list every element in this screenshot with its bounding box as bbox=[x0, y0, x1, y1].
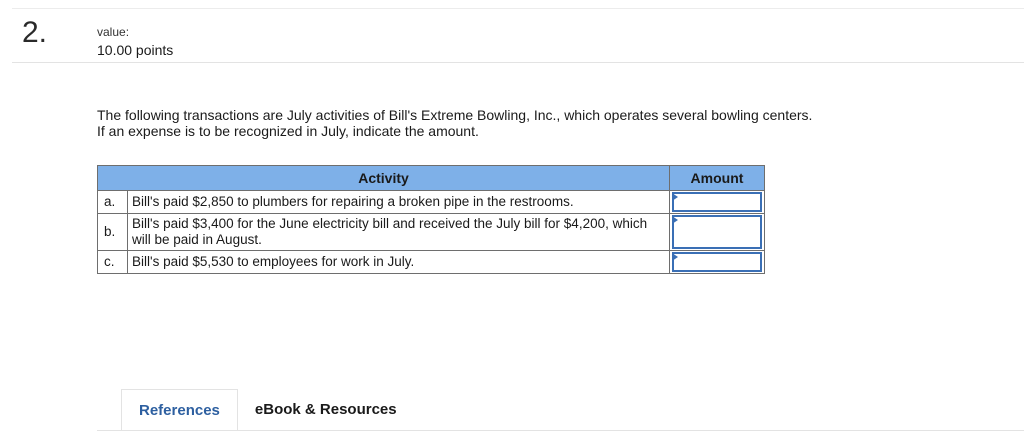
amount-input-b[interactable] bbox=[672, 215, 762, 249]
question-prompt: The following transactions are July activities of Bill's Extreme Bowling, Inc., which operates several bowling centers. If an expense is to be recognized in July, indicate the amount. bbox=[97, 107, 813, 139]
table-header-row bbox=[98, 166, 765, 191]
amount-column-header: Amount bbox=[670, 166, 765, 191]
table-row bbox=[98, 191, 765, 214]
row-letter: b. bbox=[98, 214, 128, 251]
table-row bbox=[98, 214, 765, 251]
activity-table bbox=[97, 165, 765, 274]
amount-cell bbox=[670, 214, 765, 251]
value-points: 10.00 points bbox=[97, 42, 174, 58]
tab-references[interactable]: References bbox=[121, 389, 238, 431]
row-letter: c. bbox=[98, 251, 128, 274]
amount-cell bbox=[670, 191, 765, 214]
amount-cell bbox=[670, 251, 765, 274]
dropdown-caret-icon bbox=[672, 193, 678, 201]
row-letter: a. bbox=[98, 191, 128, 214]
dropdown-caret-icon bbox=[672, 216, 678, 224]
amount-input-c[interactable] bbox=[672, 252, 762, 272]
top-divider bbox=[12, 8, 1024, 9]
tabs-divider bbox=[97, 430, 1024, 431]
dropdown-caret-icon bbox=[672, 253, 678, 261]
value-label: value: bbox=[97, 25, 130, 39]
resource-tabs bbox=[121, 389, 414, 431]
activity-column-header: Activity bbox=[98, 166, 670, 191]
table-row bbox=[98, 251, 765, 274]
row-activity: Bill's paid $5,530 to employees for work in July. bbox=[128, 251, 670, 274]
question-value bbox=[97, 25, 173, 59]
row-activity: Bill's paid $3,400 for the June electricity bill and received the July bill for $4,200, which will be paid in August. bbox=[128, 214, 670, 251]
amount-input-a[interactable] bbox=[672, 192, 762, 212]
row-activity: Bill's paid $2,850 to plumbers for repairing a broken pipe in the restrooms. bbox=[128, 191, 670, 214]
tab-ebook-resources[interactable]: eBook & Resources bbox=[254, 401, 397, 418]
header-divider bbox=[12, 62, 1024, 63]
question-number: 2. bbox=[22, 16, 48, 49]
